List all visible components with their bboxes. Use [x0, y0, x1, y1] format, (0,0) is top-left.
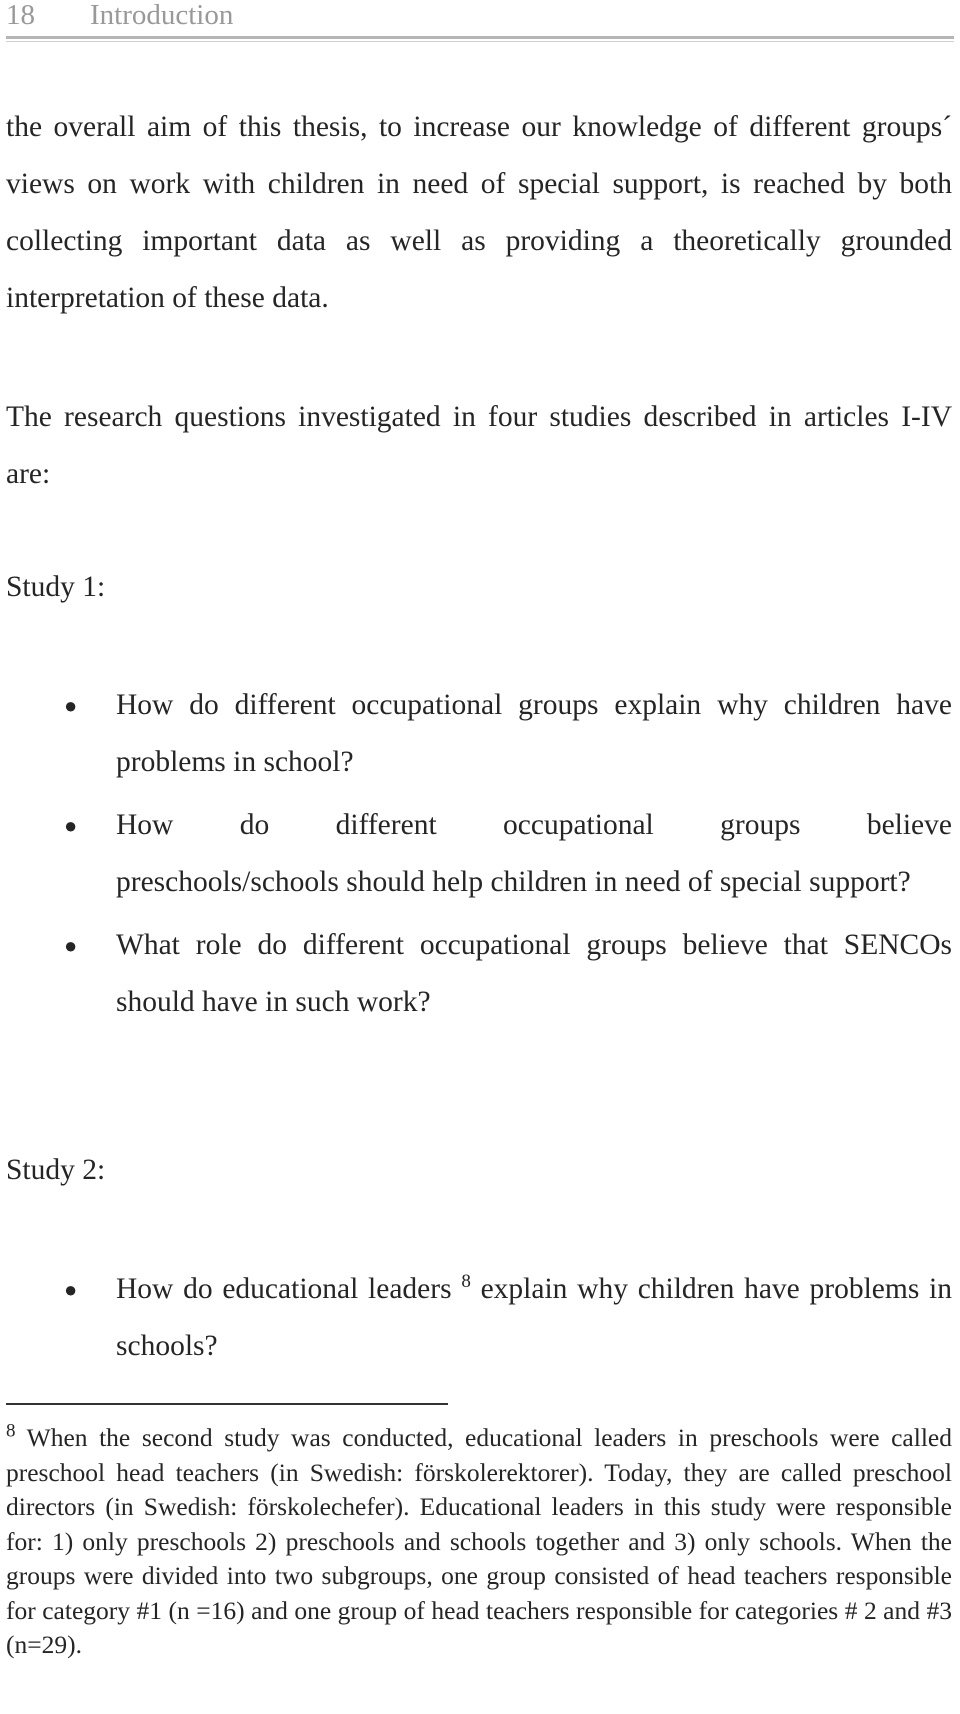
question-text-line1: How do different occupational groups believe — [116, 809, 952, 841]
question-text-rest: preschools/schools should help children in need of special support? — [116, 866, 911, 898]
footnote-text: When the second study was conducted, educational leaders in preschools were called preschool head teachers (in Swedish: förskolerektorer). Today, they are called preschool directors (in Swedish: förskolechefer). Educational leaders in this study were responsible for: 1) only preschools 2) preschools and schools together and 3) only schools. When the groups were divided into two subgroups, one group consisted of head teachers responsible for category #1 (n =16) and one group of head teachers responsible for categories # 2 and #3 (n=29). — [6, 1423, 952, 1659]
header-rule-thin — [6, 41, 954, 42]
study-2-label: Study 2: — [6, 1154, 106, 1186]
question-text-before: How do educational leaders — [116, 1273, 452, 1305]
section-title: Introduction — [90, 0, 234, 31]
list-item — [6, 1261, 952, 1375]
bullet-icon: ● — [64, 693, 78, 718]
study-1-label: Study 1: — [6, 571, 106, 603]
bullet-icon: ● — [64, 933, 78, 958]
bullet-icon: ● — [64, 813, 78, 838]
question-text-after: explain why children have problems in schools? — [116, 1273, 952, 1362]
footnote-separator — [6, 1403, 448, 1405]
paragraph-research-questions: The research questions investigated in four studies described in articles I-IV are: — [6, 401, 952, 490]
list-item — [6, 797, 952, 911]
header-rule — [6, 36, 954, 39]
footnote — [6, 1421, 952, 1663]
question-text: What role do different occupational groups believe that SENCOs should have in such work? — [116, 929, 952, 1018]
running-header — [6, 0, 954, 36]
list-item — [6, 677, 952, 791]
footnote-mark: 8 — [6, 1420, 16, 1442]
bullet-icon: ● — [64, 1277, 78, 1302]
page-number: 18 — [6, 0, 35, 31]
footnote-reference[interactable]: 8 — [461, 1271, 471, 1293]
paragraph-aim: the overall aim of this thesis, to increase our knowledge of different groups´ views on work with children in need of special support, is reached by both collecting important data as well as providing a theoretically grounded interpretation of these data. — [6, 111, 952, 314]
question-text: How do different occupational groups explain why children have problems in school? — [116, 689, 952, 778]
list-item — [6, 917, 952, 1031]
study-1-questions — [6, 677, 952, 1037]
study-2-questions — [6, 1261, 952, 1381]
